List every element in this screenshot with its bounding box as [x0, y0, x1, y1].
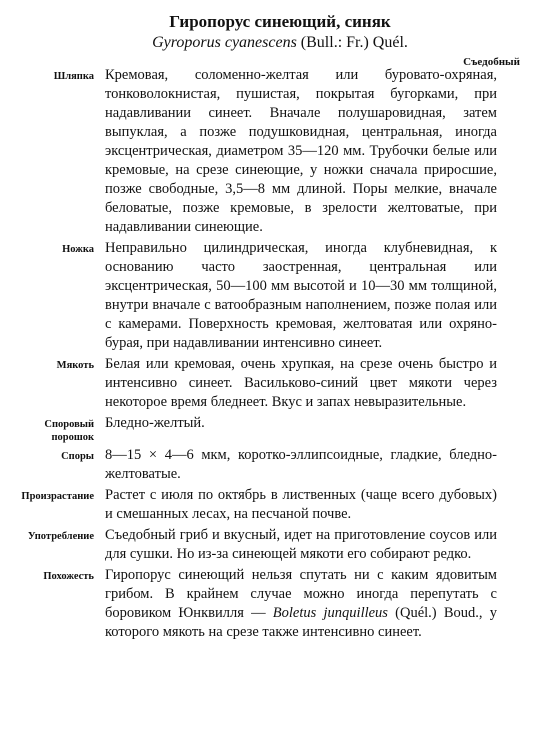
- description-entries: [0, 66, 560, 644]
- entry-flesh: [0, 355, 560, 412]
- authority: (Bull.: Fr.) Quél.: [296, 34, 408, 51]
- latin-name: Gyroporus cyanescens: [152, 34, 297, 51]
- species-title: Гиропорус синеющий, синяк: [169, 12, 391, 31]
- entry-label: Похожесть: [43, 571, 94, 582]
- entry-text: [105, 566, 497, 642]
- entry-text: Съедобный гриб и вкусный, идет на приготовление соусов или для сушки. Но из-за синеющей мякоти его собирают редко.: [105, 527, 497, 562]
- entry-cap: [0, 66, 560, 237]
- entry-text: Бледно-желтый.: [105, 415, 205, 431]
- entry-spores: [0, 446, 560, 484]
- entry-label: Мякоть: [56, 360, 94, 371]
- entry-label: Споры: [61, 451, 94, 462]
- entry-text: 8—15 × 4—6 мкм, коротко-эллипсоидные, гладкие, бледно-желтоватые.: [105, 447, 497, 482]
- entry-text: Неправильно цилиндрическая, иногда клубневидная, к основанию часто заостренная, центральная или эксцентрическая, 50—100 мм высотой и 10—30 мм толщиной, внутри вначале с ватообразным наполнением, позже полая или с камерами. Поверхность кремовая, желтоватая или охряно-бурая, при надавливании интенсивно синеет.: [105, 240, 497, 351]
- entry-label: Шляпка: [53, 71, 94, 82]
- entry-habitat: [0, 486, 560, 524]
- edibility-label: Съедобный: [463, 56, 520, 68]
- entry-text: Кремовая, соломенно-желтая или буровато-охряная, тонковолокнистая, пушистая, покрытая бугорками, при надавливании синеет. Вначале полушаровидная, затем выпуклая, а позже подушковидная, центральная, иногда эксцентрическая, диаметром 35—120 мм. Трубочки белые или кремовые, на срезе синеющие, у ножки сначала приросшие, позже свободные, 3,5—8 мм длиной. Поры мелкие, вначале беловатые, позже кремовые, в зрелости желтоватые, при надавливании синеющие.: [105, 67, 497, 235]
- entry-spore-print: [0, 414, 560, 444]
- entry-label: Споровый порошок: [44, 419, 94, 443]
- entry-stem: [0, 239, 560, 353]
- entry-label: Ножка: [62, 244, 94, 255]
- entry-text: Белая или кремовая, очень хрупкая, на срезе очень быстро и интенсивно синеет. Васильково-синий цвет мякоти через некоторое время бледнеет. Вкус и запах невыразительные.: [105, 356, 497, 410]
- entry-similarity: [0, 566, 560, 642]
- entry-label: Произрастание: [21, 491, 94, 502]
- similar-species-latin: Boletus junquilleus: [272, 605, 388, 621]
- entry-usage: [0, 526, 560, 564]
- entry-text: Растет с июля по октябрь в лиственных (чаще всего дубовых) и смешанных лесах, на песчаной почве.: [105, 487, 497, 522]
- similarity-text: Гиропорус синеющий нельзя спутать ни с каким ядовитым грибом. В крайнем случае можно иногда перепутать с боровиком Юнквилля —: [105, 567, 497, 621]
- entry-label: Употребление: [27, 531, 94, 542]
- species-latin-line: [0, 34, 560, 52]
- similarity-text-end: (Quél.) Boud., у которого мякоть на срезе также интенсивно синеет.: [105, 605, 497, 640]
